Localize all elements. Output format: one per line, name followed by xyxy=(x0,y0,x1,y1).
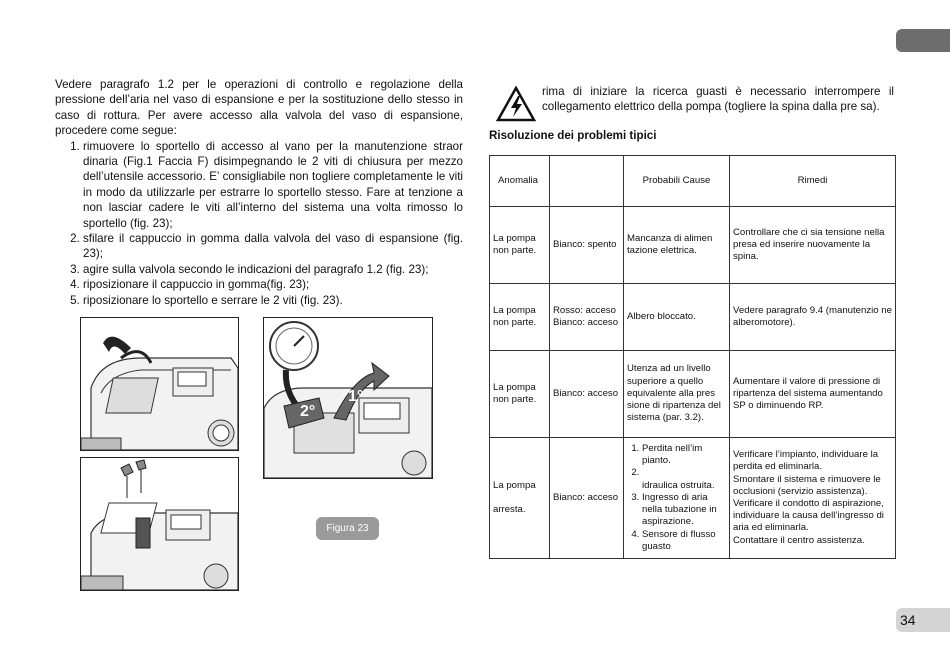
cause-list xyxy=(627,443,726,553)
cell-anomalia: La pompa non parte. xyxy=(490,351,550,438)
cell-rimedi: Vedere paragrafo 9.4 (manutenzio ne alberomotore). xyxy=(730,284,896,351)
remedy-line: Smontare il sistema e rimuovere le occlusioni (servizio assistenza). xyxy=(733,473,881,497)
warning-text: rima di iniziare la ricerca guasti è necessario interrompere il collegamento elettrico della pompa (togliere la spina dalla pre sa). xyxy=(542,85,894,114)
remedy-line: Contattare il centro assistenza. xyxy=(733,534,865,546)
cell-indicatori xyxy=(550,284,624,351)
left-column xyxy=(55,77,463,308)
anomalia-line-1: La pompa xyxy=(493,479,536,491)
cause-item: 3. Ingresso di aria nella tubazione in aspirazione. xyxy=(642,492,726,529)
cause-item-extra: idraulica ostruita. xyxy=(642,479,715,491)
cell-indicatori: Bianco: acceso xyxy=(550,351,624,438)
cell-cause: Albero bloccato. xyxy=(624,284,730,351)
table-header-row xyxy=(490,156,896,207)
remedy-line: Verificare l’impianto, individuare la perdita ed eliminarla. xyxy=(733,449,879,473)
table-row xyxy=(490,438,896,559)
cause-item xyxy=(642,467,726,491)
cell-rimedi: Aumentare il valore di pressione di ripartenza del sistema aumentando SP o diminuendo RP. xyxy=(730,351,896,438)
step-1-label: 1° xyxy=(348,388,364,405)
cell-cause: Mancanza di alimen tazione elettrica. xyxy=(624,207,730,284)
header-cause: Probabili Cause xyxy=(624,156,730,207)
figure-valve-gauge xyxy=(263,317,433,479)
procedure-step: 4. riposizionare il cappuccio in gomma(fig. 23); xyxy=(83,277,463,292)
cell-rimedi xyxy=(730,438,896,559)
table-row xyxy=(490,284,896,351)
cause-item: 1. Perdita nell’im pianto. xyxy=(642,443,726,467)
procedure-list xyxy=(55,139,463,308)
chapter-tab xyxy=(896,29,950,52)
cell-anomalia: La pompa non parte. xyxy=(490,207,550,284)
cell-anomalia: La pompa non parte. xyxy=(490,284,550,351)
page-number: 34 xyxy=(896,608,950,632)
procedure-step: 5. riposizionare lo sportello e serrare le 2 viti (fig. 23). xyxy=(83,293,463,308)
step-2-label: 2° xyxy=(300,403,316,420)
figure-door-removal xyxy=(80,317,239,451)
intro-paragraph: Vedere paragrafo 1.2 per le operazioni di controllo e regolazione della pressione dell’aria nel vaso di espansione e per la sostituzione dello stesso in caso di rottura. Per avere accesso alla valvola del vaso di espansione, procedere come segue: xyxy=(55,78,463,138)
table-row xyxy=(490,207,896,284)
figure-caption: Figura 23 xyxy=(316,517,379,540)
cell-indicatori: Bianco: acceso xyxy=(550,438,624,559)
header-rimedi: Rimedi xyxy=(730,156,896,207)
cell-cause xyxy=(624,438,730,559)
cell-rimedi: Controllare che ci sia tensione nella presa ed inserire nuovamente la spina. xyxy=(730,207,896,284)
procedure-step: 2. sfilare il cappuccio in gomma dalla valvola del vaso di espansione (fig. 23); xyxy=(83,231,463,262)
remedy-line: Verificare il condotto di aspirazione, individuare la causa dell’ingresso di aria ed eliminarla. xyxy=(733,498,884,534)
indicator-white: Bianco: acceso xyxy=(553,317,619,328)
table-row xyxy=(490,351,896,438)
troubleshooting-table xyxy=(489,155,896,559)
cause-item: 4. Sensore di flusso guasto xyxy=(642,529,726,553)
figure-screws xyxy=(80,457,239,591)
header-indicatori xyxy=(550,156,624,207)
section-title: Risoluzione dei problemi tipici xyxy=(489,129,657,142)
cell-indicatori: Bianco: spento xyxy=(550,207,624,284)
indicator-red: Rosso: acceso xyxy=(553,304,616,316)
electric-hazard-icon xyxy=(496,86,536,122)
cell-cause: Utenza ad un livello superiore a quello equivalente alla pres sione di ripartenza del sistema (par. 3.2). xyxy=(624,351,730,438)
cell-anomalia xyxy=(490,438,550,559)
header-anomalia: Anomalia xyxy=(490,156,550,207)
anomalia-line-2: arresta. xyxy=(493,504,526,515)
procedure-step: 1. rimuovere lo sportello di accesso al vano per la manutenzione straor dinaria (Fig.1 Faccia F) disimpegnando le 2 viti di chiusura per mezzo dell’utensile accessorio. E’ consigliabile non togliere completamente le viti in modo da utilizzarle per estrarre lo sportello stesso. Fare at tenzione a non lasciar cadere le viti all’interno del sistema una volta rimosso lo sportello (fig. 23); xyxy=(83,139,463,231)
procedure-step: 3. agire sulla valvola secondo le indicazioni del paragrafo 1.2 (fig. 23); xyxy=(83,262,463,277)
